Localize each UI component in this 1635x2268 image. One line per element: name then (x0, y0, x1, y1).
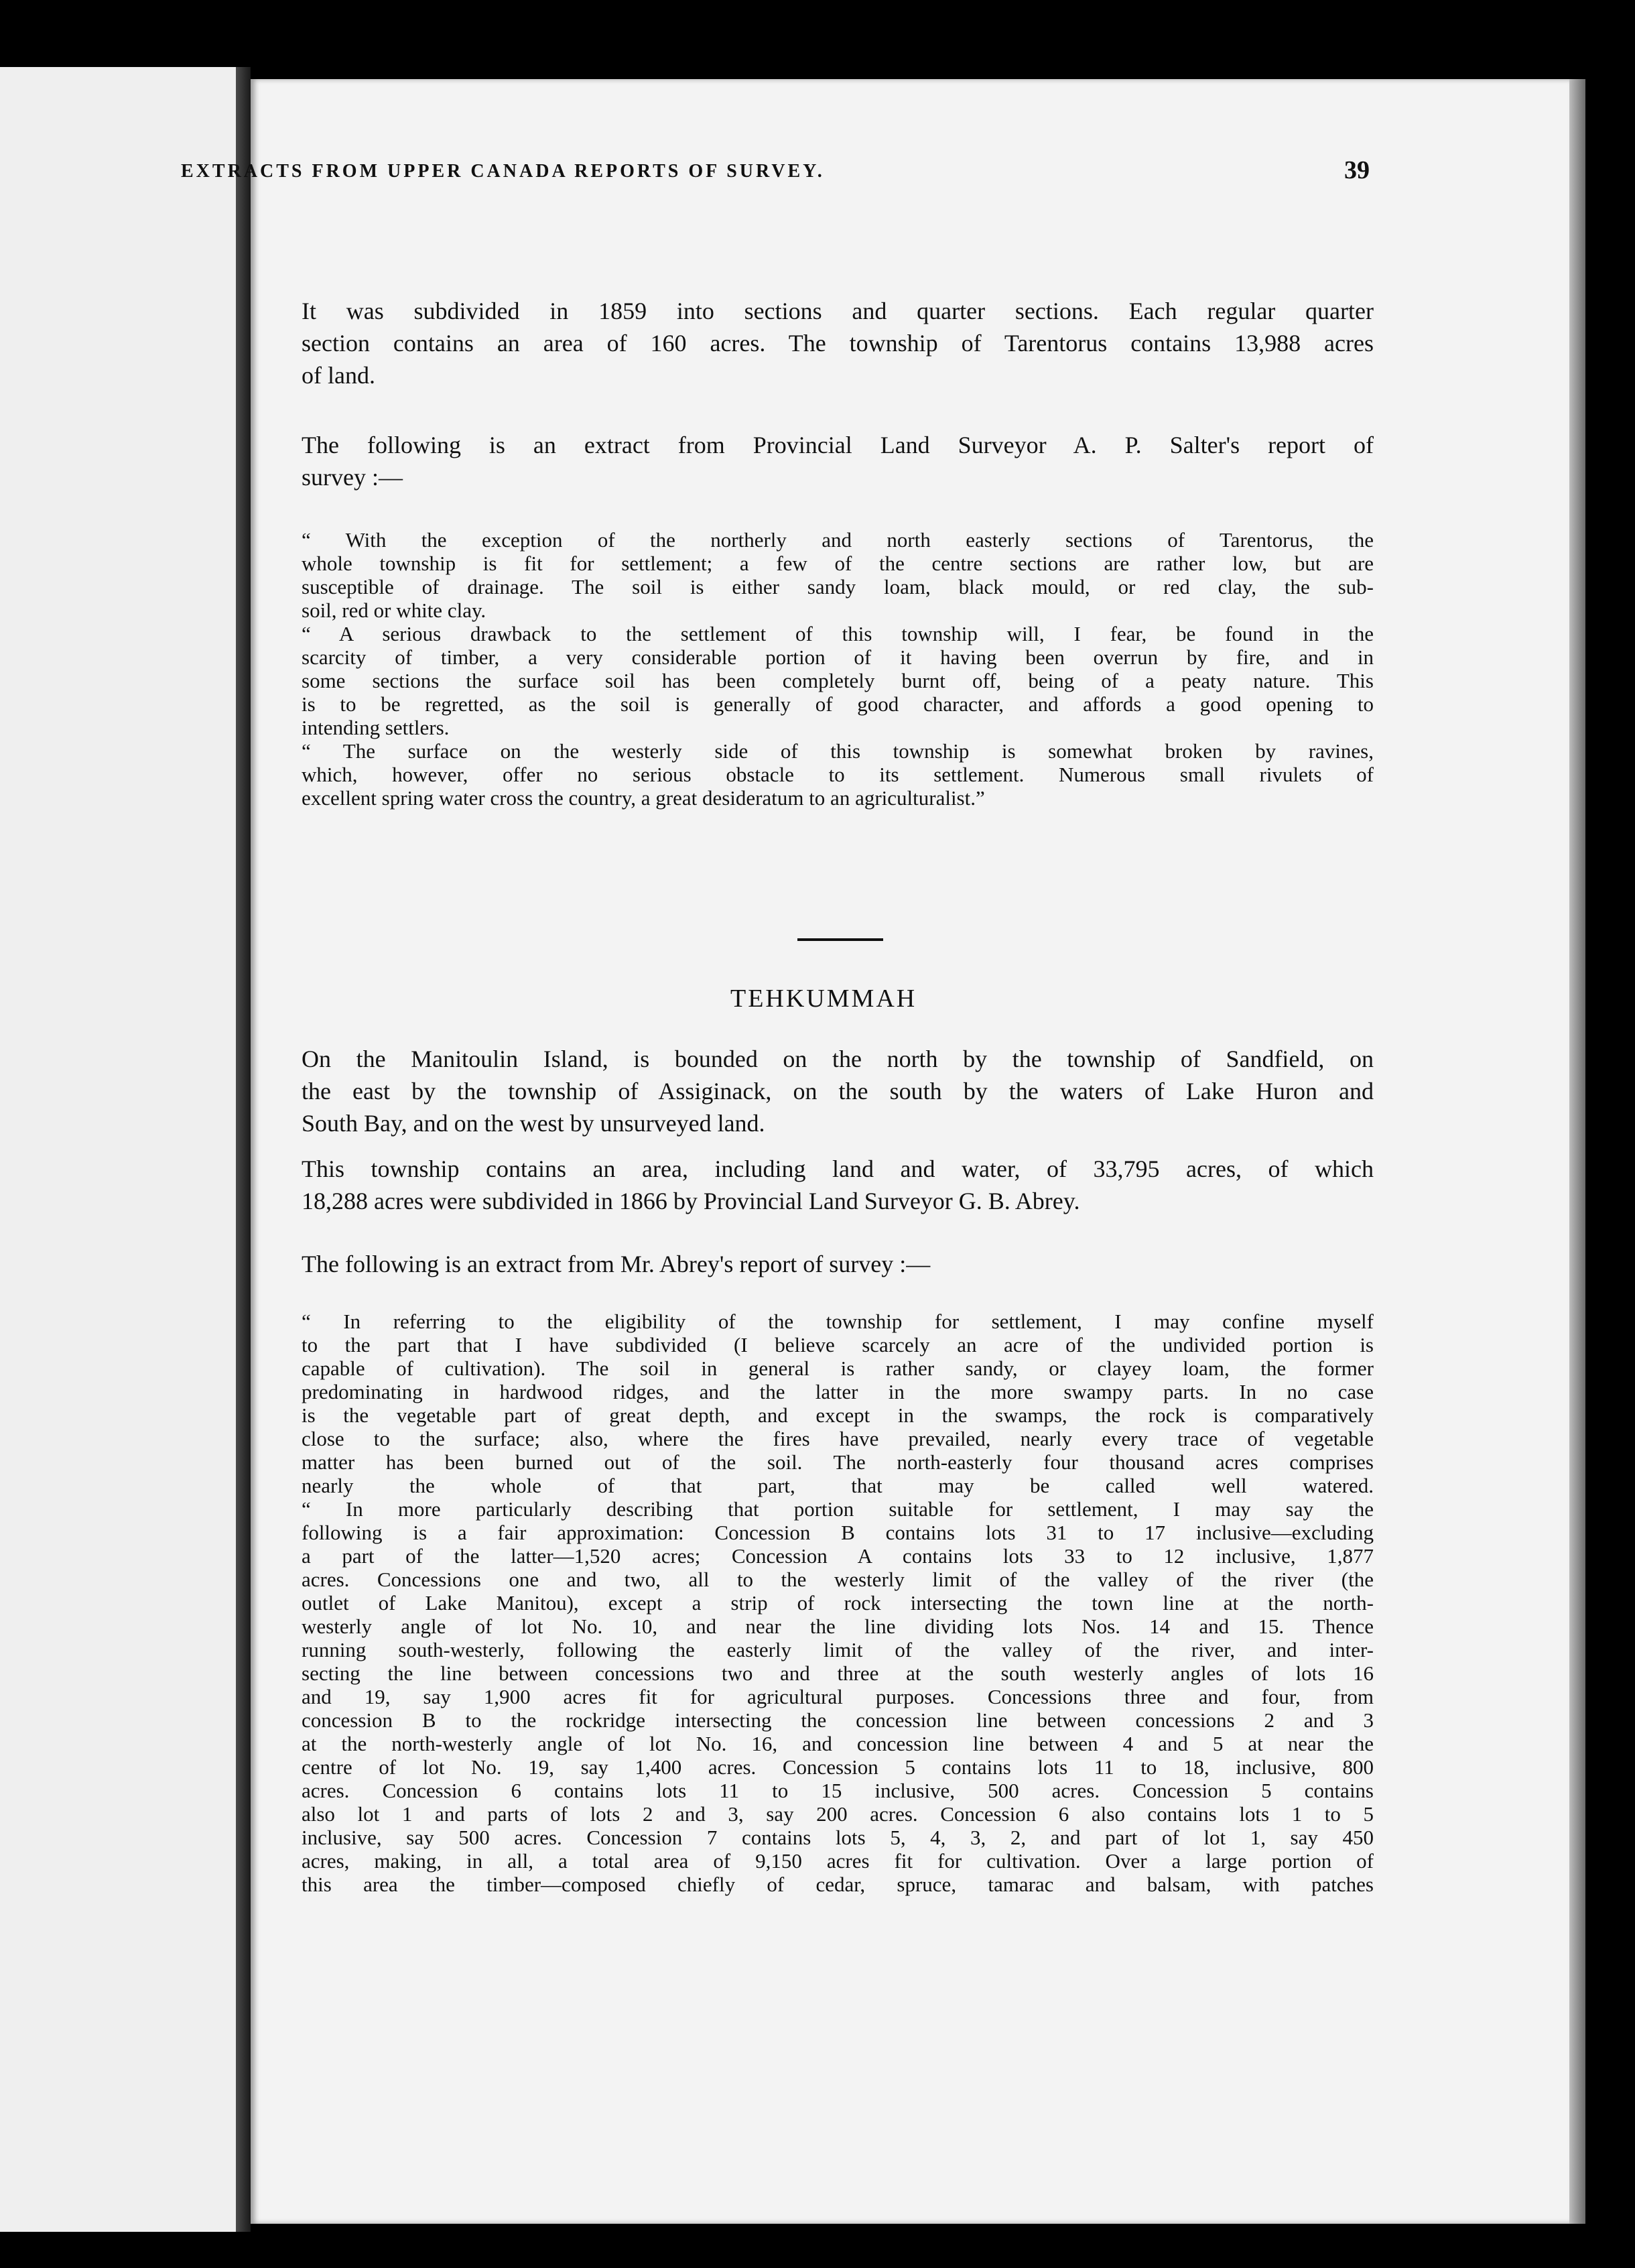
quote-line: whole township is fit for settlement; a few of the centre sections are rather low, but are (302, 552, 1374, 575)
quote-line: “ A serious drawback to the settlement of this township will, I fear, be found in the (302, 622, 1374, 645)
quote-line: susceptible of drainage. The soil is either sandy loam, black mould, or red clay, the sub- (302, 575, 1374, 598)
text-line: It was subdivided in 1859 into sections and quarter sections. Each regular quarter (302, 298, 1374, 324)
quote-line: acres, making, in all, a total area of 9,150 acres fit for cultivation. Over a large portion of (302, 1849, 1374, 1873)
quote-line: this area the timber—composed chiefly of cedar, spruce, tamarac and balsam, with patches (302, 1873, 1374, 1896)
right-page (251, 79, 1569, 2224)
paragraph-subdivision (302, 295, 1374, 391)
quote-line: excellent spring water cross the country, a great desideratum to an agriculturalist.” (302, 786, 985, 810)
quote-line: concession B to the rockridge intersecting the concession line between concessions 2 and 3 (302, 1708, 1374, 1732)
quote-line: acres. Concessions one and two, all to the westerly limit of the valley of the river (the (302, 1568, 1374, 1591)
quote-line: “ With the exception of the northerly and north easterly sections of Tarentorus, the (302, 528, 1374, 552)
paragraph-abrey-intro: The following is an extract from Mr. Abrey's report of survey :— (302, 1251, 931, 1277)
text-line: survey :— (302, 464, 403, 491)
quote-line: “ In referring to the eligibility of the township for settlement, I may confine myself (302, 1310, 1374, 1333)
quote-line: matter has been burned out of the soil. The north-easterly four thousand acres comprises (302, 1450, 1374, 1474)
quote-salter (302, 528, 1374, 810)
running-header: EXTRACTS FROM UPPER CANADA REPORTS OF SURVEY. (181, 161, 825, 182)
text-line: the east by the township of Assiginack, on the south by the waters of Lake Huron and (302, 1078, 1374, 1105)
quote-line: which, however, offer no serious obstacle to its settlement. Numerous small rivulets of (302, 763, 1374, 786)
section-divider (797, 938, 883, 941)
paragraph-salter-intro (302, 429, 1374, 493)
text-line: South Bay, and on the west by unsurveyed land. (302, 1110, 765, 1137)
quote-line: is to be regretted, as the soil is generally of good character, and affords a good opening to (302, 692, 1374, 716)
quote-line: to the part that I have subdivided (I believe scarcely an acre of the undivided portion is (302, 1333, 1374, 1357)
quote-line: and 19, say 1,900 acres fit for agricultural purposes. Concessions three and four, from (302, 1685, 1374, 1708)
quote-line: acres. Concession 6 contains lots 11 to 15 inclusive, 500 acres. Concession 5 contains (302, 1779, 1374, 1802)
quote-line: is the vegetable part of great depth, and except in the swamps, the rock is comparatively (302, 1403, 1374, 1427)
quote-line: running south-westerly, following the easterly limit of the valley of the river, and inter- (302, 1638, 1374, 1661)
quote-line: “ In more particularly describing that portion suitable for settlement, I may say the (302, 1497, 1374, 1521)
quote-line: “ The surface on the westerly side of this township is somewhat broken by ravines, (302, 739, 1374, 763)
quote-line: capable of cultivation). The soil in general is rather sandy, or clayey loam, the former (302, 1357, 1374, 1380)
paragraph-area (302, 1153, 1374, 1217)
text-line: 18,288 acres were subdivided in 1866 by Provincial Land Surveyor G. B. Abrey. (302, 1188, 1080, 1214)
quote-abrey (302, 1310, 1374, 1896)
quote-line: centre of lot No. 19, say 1,400 acres. Concession 5 contains lots 11 to 18, inclusive, 800 (302, 1755, 1374, 1779)
page-edge-shadow (1569, 79, 1585, 2224)
text-line: section contains an area of 160 acres. The township of Tarentorus contains 13,988 acres (302, 330, 1374, 357)
text-line: On the Manitoulin Island, is bounded on the north by the township of Sandfield, on (302, 1046, 1374, 1072)
book-gutter (236, 67, 251, 2232)
section-title: TEHKUMMAH (730, 985, 917, 1013)
quote-line: nearly the whole of that part, that may be called well watered. (302, 1474, 1374, 1497)
text-line: The following is an extract from Provincial Land Surveyor A. P. Salter's report of (302, 432, 1374, 458)
quote-line: outlet of Lake Manitou), except a strip of rock intersecting the town line at the north- (302, 1591, 1374, 1615)
quote-line: scarcity of timber, a very considerable portion of it having been overrun by fire, and in (302, 645, 1374, 669)
text-line: of land. (302, 362, 375, 389)
left-page-fragment (0, 67, 236, 2232)
quote-line: inclusive, say 500 acres. Concession 7 contains lots 5, 4, 3, 2, and part of lot 1, say 450 (302, 1826, 1374, 1849)
quote-line: predominating in hardwood ridges, and the latter in the more swampy parts. In no case (302, 1380, 1374, 1403)
paragraph-tehkummah-bounds (302, 1043, 1374, 1139)
quote-line: also lot 1 and parts of lots 2 and 3, say 200 acres. Concession 6 also contains lots 1 to 5 (302, 1802, 1374, 1826)
quote-line: westerly angle of lot No. 10, and near the line dividing lots Nos. 14 and 15. Thence (302, 1615, 1374, 1638)
text-line: This township contains an area, including land and water, of 33,795 acres, of which (302, 1155, 1374, 1182)
quote-line: some sections the surface soil has been completely burnt off, being of a peaty nature. This (302, 669, 1374, 692)
page-number: 39 (1344, 156, 1370, 184)
quote-line: intending settlers. (302, 716, 450, 739)
quote-line: at the north-westerly angle of lot No. 16, and concession line between 4 and 5 at near the (302, 1732, 1374, 1755)
quote-line: a part of the latter—1,520 acres; Concession A contains lots 33 to 12 inclusive, 1,877 (302, 1544, 1374, 1568)
quote-line: close to the surface; also, where the fires have prevailed, nearly every trace of vegetable (302, 1427, 1374, 1450)
quote-line: secting the line between concessions two and three at the south westerly angles of lots 16 (302, 1661, 1374, 1685)
quote-line: following is a fair approximation: Concession B contains lots 31 to 17 inclusive—excluding (302, 1521, 1374, 1544)
quote-line: soil, red or white clay. (302, 598, 486, 622)
